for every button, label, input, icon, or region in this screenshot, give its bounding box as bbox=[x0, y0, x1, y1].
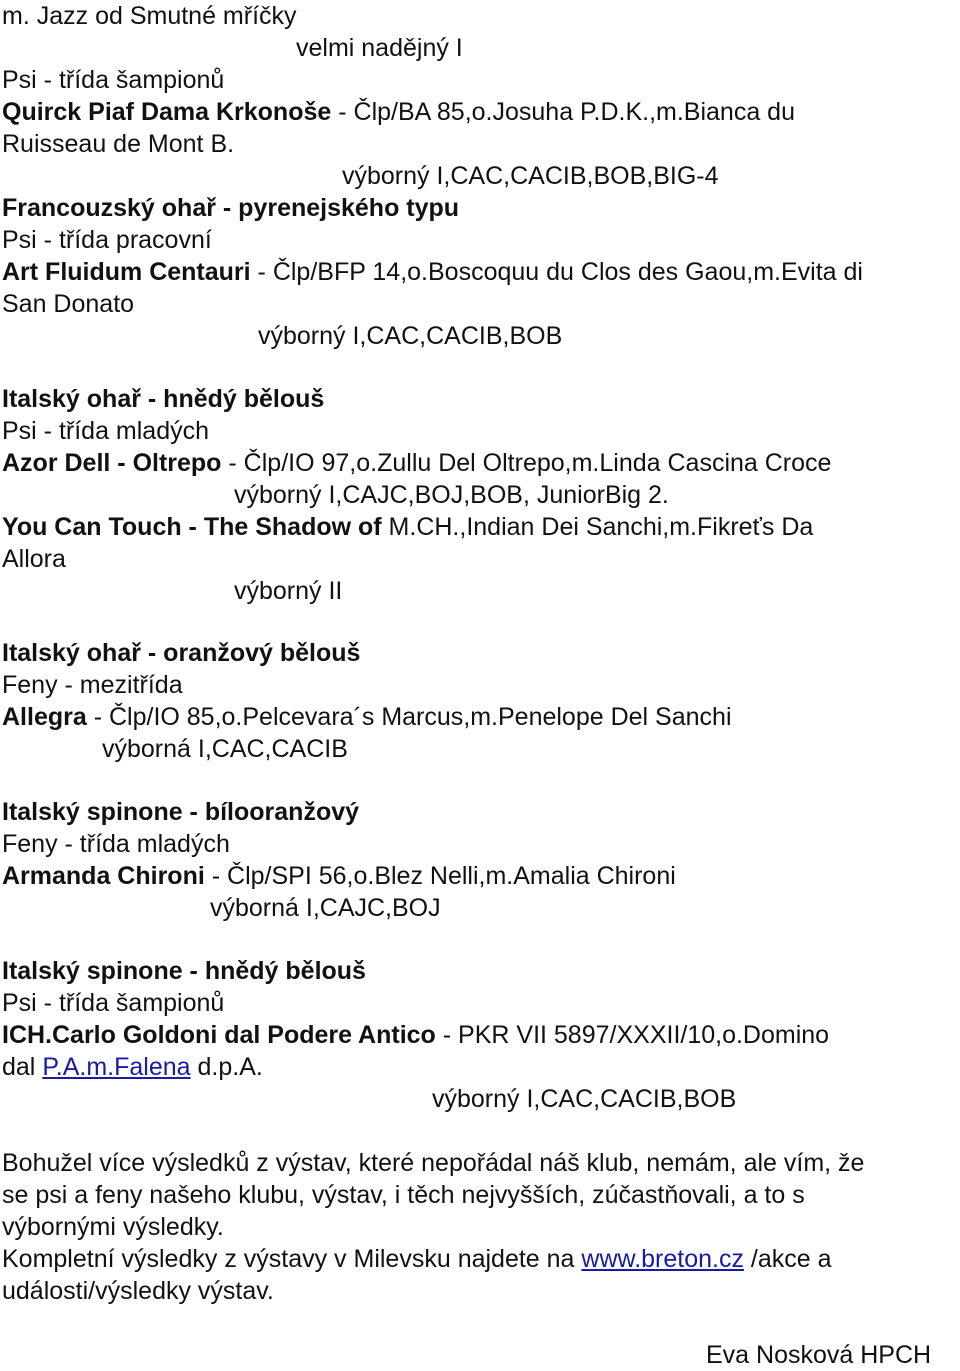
results-text: Kompletní výsledky z výstavy v Milevsku najdete na bbox=[2, 1245, 582, 1273]
breton-website-link[interactable]: www.breton.cz bbox=[581, 1245, 744, 1273]
dog-entry-name: m. Jazz od Smutné mříčky bbox=[2, 2, 297, 30]
class-heading: Psi - třída šampionů bbox=[2, 989, 225, 1017]
dog-pedigree-continued bbox=[2, 1051, 263, 1083]
breed-heading: Italský ohař - oranžový bělouš bbox=[2, 639, 361, 667]
dog-pedigree: - Člp/IO 85,o.Pelcevara´s Marcus,m.Penelope Del Sanchi bbox=[86, 703, 732, 731]
show-result: výborný I,CAC,CACIB,BOB bbox=[432, 1085, 737, 1113]
show-result: výborná I,CAJC,BOJ bbox=[210, 894, 441, 922]
dog-pedigree-continued: San Donato bbox=[2, 290, 135, 318]
dog-pedigree: - Člp/BA 85,o.Josuha P.D.K.,m.Bianca du bbox=[331, 98, 795, 126]
pedigree-text: d.p.A. bbox=[190, 1053, 263, 1081]
results-link-line-continued: události/výsledky výstav. bbox=[2, 1277, 274, 1305]
dog-entry bbox=[2, 860, 676, 892]
class-heading: Psi - třída mladých bbox=[2, 417, 210, 445]
show-result: velmi nadějný I bbox=[296, 34, 463, 62]
dog-pedigree: - Člp/IO 97,o.Zullu Del Oltrepo,m.Linda Cascina Croce bbox=[221, 449, 832, 477]
closing-paragraph-line: se psi a feny našeho klubu, výstav, i těch nejvyšších, zúčastňovali, a to s bbox=[2, 1181, 805, 1209]
dog-pedigree: M.CH.,Indian Dei Sanchi,m.Fikreťs Da bbox=[381, 513, 814, 541]
closing-paragraph-line: výbornými výsledky. bbox=[2, 1213, 224, 1241]
dog-entry bbox=[2, 96, 795, 128]
show-result: výborný II bbox=[234, 577, 343, 605]
dog-entry bbox=[2, 701, 732, 733]
dog-name: You Can Touch - The Shadow of bbox=[2, 513, 382, 541]
pedigree-text: dal bbox=[2, 1053, 43, 1081]
dog-name: Art Fluidum Centauri bbox=[2, 258, 251, 286]
class-heading: Psi - třída pracovní bbox=[2, 226, 212, 254]
dog-name: Quirck Piaf Dama Krkonoše bbox=[2, 98, 332, 126]
class-heading: Psi - třída šampionů bbox=[2, 66, 225, 94]
dog-pedigree-continued: Ruisseau de Mont B. bbox=[2, 130, 235, 158]
dog-pedigree: - Člp/SPI 56,o.Blez Nelli,m.Amalia Chironi bbox=[204, 862, 676, 890]
results-text: /akce a bbox=[743, 1245, 832, 1273]
show-result: výborný I,CAC,CACIB,BOB bbox=[258, 322, 563, 350]
dog-pedigree: - PKR VII 5897/XXXII/10,o.Domino bbox=[435, 1021, 830, 1049]
dog-pedigree: - Člp/BFP 14,o.Boscoquu du Clos des Gaou,m.Evita di bbox=[250, 258, 863, 286]
show-result: výborná I,CAC,CACIB bbox=[102, 735, 348, 763]
dog-entry bbox=[2, 1019, 829, 1051]
breed-heading: Italský spinone - hnědý bělouš bbox=[2, 957, 366, 985]
dog-name: ICH.Carlo Goldoni dal Podere Antico bbox=[2, 1021, 436, 1049]
dog-name: Allegra bbox=[2, 703, 87, 731]
dog-name: Armanda Chironi bbox=[2, 862, 205, 890]
breed-heading: Francouzský ohař - pyrenejského typu bbox=[2, 194, 460, 222]
pedigree-link[interactable]: P.A.m.Falena bbox=[42, 1053, 191, 1081]
breed-heading: Italský spinone - bílooranžový bbox=[2, 798, 360, 826]
dog-entry bbox=[2, 447, 831, 479]
results-link-line bbox=[2, 1243, 832, 1275]
dog-entry bbox=[2, 511, 813, 543]
breed-heading: Italský ohař - hnědý bělouš bbox=[2, 385, 325, 413]
dog-entry bbox=[2, 256, 863, 288]
dog-name: Azor Dell - Oltrepo bbox=[2, 449, 222, 477]
show-result: výborný I,CAJC,BOJ,BOB, JuniorBig 2. bbox=[234, 481, 669, 509]
closing-paragraph-line: Bohužel více výsledků z výstav, které nepořádal náš klub, nemám, ale vím, že bbox=[2, 1149, 865, 1177]
class-heading: Feny - mezitřída bbox=[2, 671, 183, 699]
class-heading: Feny - třída mladých bbox=[2, 830, 230, 858]
dog-pedigree-continued: Allora bbox=[2, 545, 66, 573]
author-signature: Eva Nosková HPCH bbox=[706, 1341, 932, 1369]
show-result: výborný I,CAC,CACIB,BOB,BIG-4 bbox=[342, 162, 719, 190]
